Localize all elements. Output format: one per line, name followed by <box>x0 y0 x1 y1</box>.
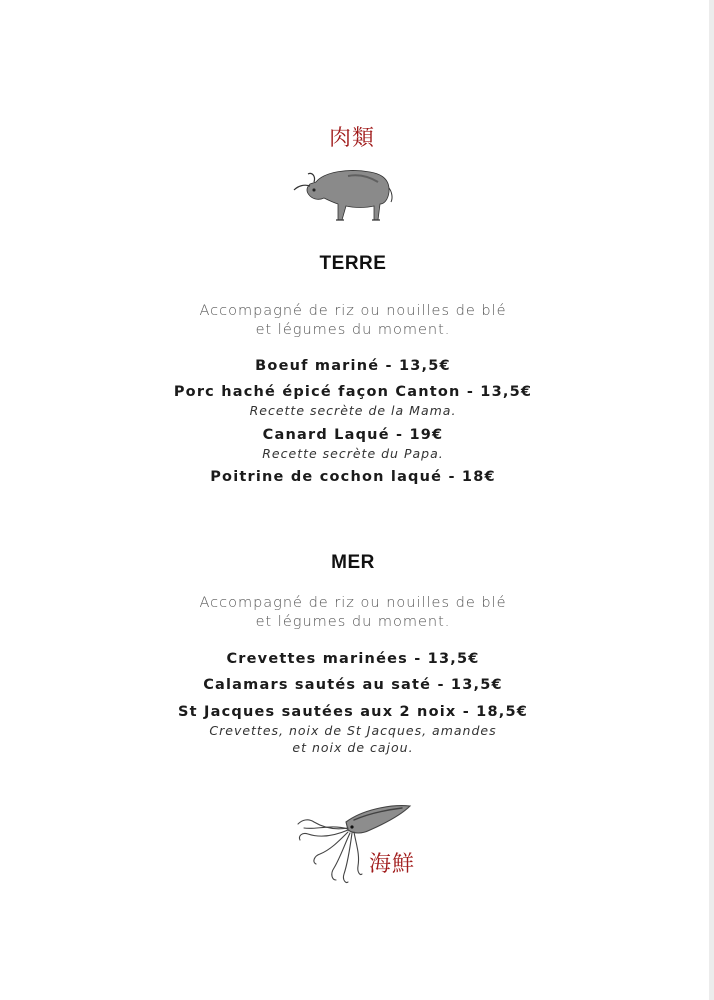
page-edge <box>709 0 714 1000</box>
menu-item <box>0 383 706 419</box>
mer-chinese-label: 海鮮 <box>369 852 416 877</box>
mer-intro <box>0 594 706 632</box>
mer-title: MER <box>331 552 375 573</box>
menu-item-name: Poitrine de cochon laqué - 18€ <box>210 469 496 485</box>
terre-title: TERRE <box>319 253 387 274</box>
menu-item-name: Calamars sautés au saté - 13,5€ <box>203 677 503 693</box>
menu-item <box>0 676 706 695</box>
menu-item <box>0 426 706 462</box>
menu-item-name: St Jacques sautées aux 2 noix - 18,5€ <box>177 704 529 720</box>
menu-item <box>0 357 706 376</box>
terre-intro-line-1: Accompagné de riz ou nouilles de blé <box>199 303 507 319</box>
menu-item-name: Canard Laqué - 19€ <box>262 427 444 443</box>
terre-intro <box>0 302 706 340</box>
ox-icon <box>288 160 396 230</box>
menu-item <box>0 650 706 669</box>
terre-intro-line-2: et légumes du moment. <box>255 322 451 338</box>
terre-chinese-label: 肉類 <box>329 126 376 151</box>
menu-item-name: Boeuf mariné - 13,5€ <box>255 358 451 374</box>
menu-item-name: Porc haché épicé façon Canton - 13,5€ <box>173 384 533 400</box>
menu-item <box>0 703 706 756</box>
menu-item <box>0 468 706 487</box>
mer-intro-line-2: et légumes du moment. <box>255 614 451 630</box>
menu-item-name: Crevettes marinées - 13,5€ <box>226 651 480 667</box>
menu-item-note: Recette secrète du Papa. <box>262 446 444 461</box>
menu-item-note: Recette secrète de la Mama. <box>249 403 457 418</box>
menu-item-note: et noix de cajou. <box>292 740 414 755</box>
menu-item-note: Crevettes, noix de St Jacques, amandes <box>209 723 497 738</box>
mer-intro-line-1: Accompagné de riz ou nouilles de blé <box>199 595 507 611</box>
